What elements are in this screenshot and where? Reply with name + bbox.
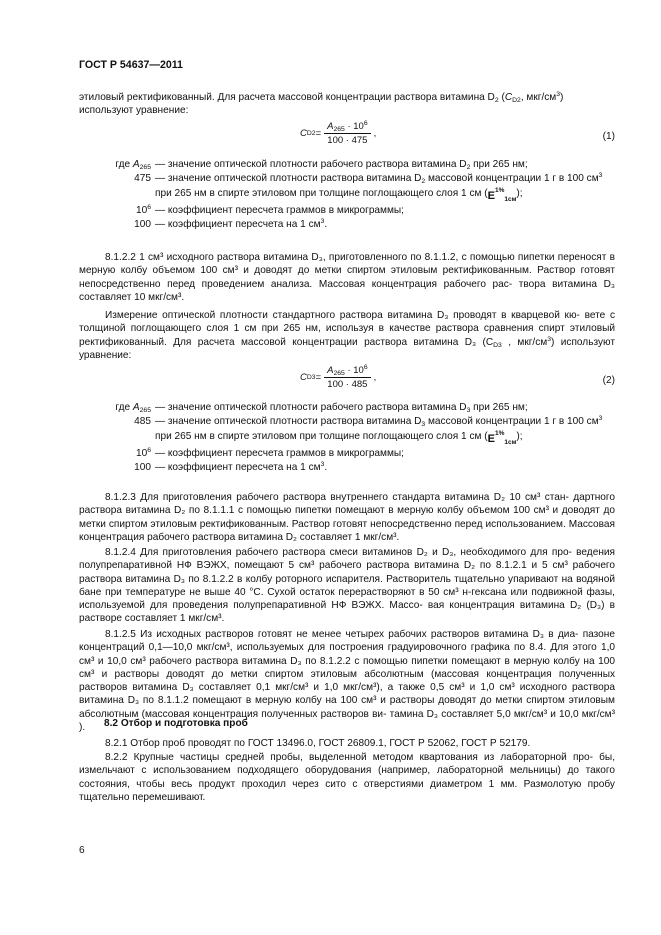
where-row: где $A_{265}$ — значение оптической плотности рабочего раствора витамина $D_3$ при 265 нм; xyxy=(115,402,528,414)
formula-1-fraction: $\frac{A_{265} \cdot 10^6}{100 \cdot 475}$ xyxy=(324,121,370,146)
paragraph-8-2-2: 8.2.2 Крупные частицы средней пробы, выделенной методом квартования из лабораторной про- бы, измельчают с использованием подходящего оборудования (например, лабораторной мельницы) до такого состояния, чтобы весь продукт проходил через сито с отверстиями диаметром 1 мм. Размолотую пробу тщательно перемешивают. xyxy=(79,752,615,803)
where-row: 100 — коэффициент пересчета на 1 $см^3$. xyxy=(134,218,328,230)
intro-line-2: используют уравнение: xyxy=(79,105,189,117)
where-row: 100 — коэффициент пересчета на 1 $см^3$. xyxy=(134,461,328,473)
formula-2-fraction: $\frac{A_{265} \cdot 10^6}{100 \cdot 485}$ xyxy=(324,365,370,390)
extinction-symbol: $E^{1\%}_{1см}$ xyxy=(487,430,517,446)
where-row: 475 — значение оптической плотности раствора витамина $D_2$ массовой концентрации 1 г в 100 $см^3$ xyxy=(134,172,603,185)
where-row-continuation: при 265 нм в спирте этиловом при толщине поглощающего слоя 1 см $(E^{1\%}_{1см})$; xyxy=(155,430,523,446)
where-list-2 xyxy=(79,401,619,475)
paragraph-8-1-2-3: 8.1.2.3 Для приготовления рабочего раствора внутреннего стандарта витамина D₂ 10 см³ стан- дартного раствора витамина D₂ по 8.1.1.1 с помощью пипетки помещают в мерную колбу объемом 100 см³ и доводят до метки спиртом этиловым ректификованным. Раствор готовят непосредственно перед использованием. Массовая концентрация рабочего раствора витамина D₂ составляет 1 мкг/см³. xyxy=(79,492,615,543)
paragraph-8-2-1: 8.2.1 Отбор проб проводят по ГОСТ 13496.0, ГОСТ 26809.1, ГОСТ Р 52062, ГОСТ Р 52179. xyxy=(105,738,531,749)
where-row: $10^6$ — коэффициент пересчета граммов в микрограммы; xyxy=(135,447,404,459)
paragraph-measurement: Измерение оптической плотности стандартного раствора витамина D₃ проводят в кварцевой кю- вете с толщиной поглощающего слоя 1 см при 265 нм, используя в качестве раствора сравнения спирт этиловый ректификованный. Для расчета массовой концентрации раствора витамина D₃ ($C_{D3}$ , мкг/$см^3$) используют уравнение: xyxy=(79,310,615,361)
where-row-continuation: при 265 нм в спирте этиловом при толщине поглощающего слоя 1 см $(E^{1\%}_{1см})$; xyxy=(155,187,523,203)
where-row: 485 — значение оптической плотности раствора витамина $D_3$ массовой концентрации 1 г в 100 $см^3$ xyxy=(134,415,603,428)
where-row: $10^6$ — коэффициент пересчета граммов в микрограммы; xyxy=(135,204,404,216)
standard-header: ГОСТ Р 54637—2011 xyxy=(79,59,183,71)
formula-1-number: (1) xyxy=(602,131,615,142)
paragraph-8-1-2-2: 8.1.2.2 1 см³ исходного раствора витамина D₃, приготовленного по 8.1.1.2, с помощью пипетки переносят в мерную колбу объемом 100 см³ и доводят до метки спиртом этиловым ректификованным. Раствор готовят непосредственно перед проведением анализа. Массовая концентрация рабочего рас- твора витамина D₃ составляет 10 мкг/см³. xyxy=(79,252,615,303)
formula-2-number: (2) xyxy=(602,375,615,386)
extinction-symbol: $E^{1\%}_{1см}$ xyxy=(487,187,517,203)
formula-2: C D3 = $\frac{A_{265} \cdot 10^6}{100 \cdot 485}$ , xyxy=(300,364,377,390)
intro-paragraph xyxy=(79,91,615,118)
page-number: 6 xyxy=(79,845,85,856)
where-row: где $A_{265}$ — значение оптической плотности рабочего раствора витамина $D_2$ при 265 нм; xyxy=(115,159,528,171)
formula-1: C D2 = $\frac{A_{265} \cdot 10^6}{100 \cdot 475}$ , xyxy=(300,120,377,146)
section-8-2-title: 8.2 Отбор и подготовка проб xyxy=(104,718,248,729)
where-list-1 xyxy=(79,158,619,232)
intro-line-1: этиловый ректификованный. Для расчета массовой концентрации раствора витамина $D_2$ ($C_{D2}$, мкг/$см^3$) xyxy=(79,91,564,104)
paragraph-8-1-2-4: 8.1.2.4 Для приготовления рабочего раствора смеси витаминов D₂ и D₃, необходимого для про- ведения полупрепаративной НФ ВЭЖХ, помещают 5 см³ рабочего раствора витамина D₂ по 8.1.2.1 и 5 см³ рабочего раствора витамина D₃ по 8.1.2.2 в колбу роторного испарителя. Растворитель тщательно упаривают на водяной бане при температуре не выше 40 °С. Сухой остаток перерастворяют в 50 см³ н-гексана или подвижной фазы, используемой для проведения полупрепаративной НФ ВЭЖХ. Массо- вая концентрация витамина D₂ (D₃) в растворе составляет 1 мкг/см³. xyxy=(79,547,616,625)
paragraph-8-1-2-5: 8.1.2.5 Из исходных растворов готовят не менее четырех рабочих растворов витамина D₃ в диа- пазоне концентраций 0,1—10,0 мкг/см³, используемых для построения градуировочного графика по 8.4. Для этого 1,0 см³ и 10,0 см³ рабочего раствора витамина D₃ по 8.1.2.2 с помощью пипетки помещают в мерную колбу на 100 см³ и растворы доводят до метки спиртом этиловым абсолютным (массовая концентрация полученных растворов витамина D₃ составляет 0,1 мкг/см³ и 1,0 мкг/см³), а также 0,5 см³ и 1,0 см³ исходного раствора витамина D₃ по 8.1.1.2 помещают в мерную колбу на 100 см³ и растворы доводят до метки спиртом этиловым абсолютным (массовая концентрация полученных растворов ви- тамина D₃ составляет 5,0 мкг/см³ и 10,0 мкг/см³ ). xyxy=(79,629,616,734)
